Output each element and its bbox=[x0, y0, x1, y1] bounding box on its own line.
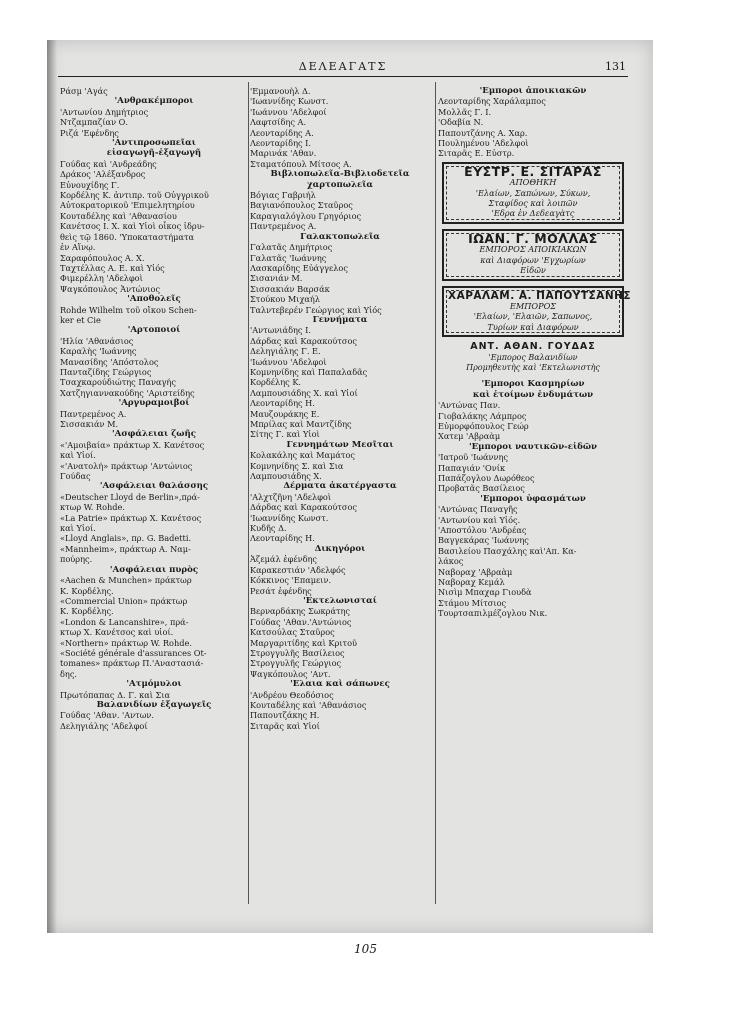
directory-entry: Λασκαρίδης Εὐάγγελος bbox=[250, 262, 348, 273]
directory-entry: Κορδέλης Κ. bbox=[250, 377, 302, 388]
directory-entry: Στάμου Μίτσιος bbox=[438, 597, 507, 608]
directory-entry: Κουταδέλης καὶ 'Αθανάσιος bbox=[250, 699, 367, 710]
directory-entry: tomanes» πράκτωρ Π.'Αναστασιά- bbox=[60, 658, 204, 669]
directory-entry: θεὶς τῷ 1860. 'Υποκαταστήματα bbox=[60, 231, 195, 242]
directory-entry: Ταχτέλλας Α. Ε. καὶ Υἱός bbox=[60, 262, 165, 273]
section-heading: 'Ελαια καὶ σάπωνες bbox=[290, 679, 390, 690]
directory-entry: Χατεμ 'Αβραὰμ bbox=[438, 431, 501, 442]
directory-entry: «Lloyd Anglais», πρ. G. Badetti. bbox=[60, 533, 192, 544]
directory-entry: Βόγιας Γαβριήλ bbox=[250, 190, 316, 201]
directory-entry: Σταματόπουλ Μίτσος Α. bbox=[250, 158, 352, 169]
advert-box bbox=[442, 162, 624, 224]
directory-entry: Ριζά 'Εφένδης bbox=[60, 127, 119, 138]
section-heading: Δικηγόροι bbox=[314, 543, 366, 554]
directory-entry: Ντζαμπαζίαν Ο. bbox=[60, 117, 128, 128]
directory-entry: Σισανιάν Μ. bbox=[250, 273, 303, 284]
directory-entry: Μαρινάκ 'Αθαν. bbox=[250, 148, 317, 159]
directory-entry: Καρακεστιάν 'Αδελφός bbox=[250, 564, 346, 575]
directory-entry: Μπρίλας καὶ Μαντζίδης bbox=[250, 419, 352, 429]
directory-entry: Μολλᾶς Γ. Ι. bbox=[438, 106, 492, 117]
directory-entry: Πουλημένου 'Αδελφοὶ bbox=[438, 138, 529, 149]
directory-entry: Προβατᾶς Βασίλειος bbox=[438, 483, 525, 494]
directory-entry: Παπάζογλου Δωρόθεος bbox=[438, 473, 535, 483]
advert-line: Σταφίδος καὶ λοιπῶν bbox=[488, 198, 578, 209]
column-2 bbox=[250, 86, 430, 731]
section-heading: 'Αργυραμοιβοί bbox=[118, 398, 190, 409]
directory-entry: Γούδας bbox=[60, 471, 91, 482]
advert-line: Εἰδῶν bbox=[520, 265, 546, 276]
directory-entry: Χατζηγιαννακούδης 'Αριστείδης bbox=[60, 387, 195, 398]
advert-line: ΕΜΠΟΡΟΣ bbox=[509, 300, 557, 311]
directory-entry: Σίτης Γ. καὶ Υἱοὶ bbox=[250, 429, 320, 440]
directory-entry: Γαλατᾶς Δημήτριος bbox=[250, 242, 333, 253]
directory-entry: Γούδας καὶ 'Ανδρεάδης bbox=[60, 158, 157, 169]
advert-line: ΑΠΟΘΗΚΗ bbox=[509, 177, 557, 188]
advert-line: 'Εδρα ἐν Δεδεαγὰτς bbox=[491, 208, 575, 219]
directory-entry: Καραγιαλόγλου Γρηγόριος bbox=[250, 210, 362, 221]
directory-entry: Νισὶμ Μπαχαρ Γιουδὰ bbox=[438, 587, 532, 598]
directory-entry: Δράκος 'Αλέξανδρος bbox=[60, 169, 146, 180]
advert-title: ΙΩΑΝ. Γ. ΜΟΛΛΑΣ bbox=[468, 230, 598, 246]
directory-entry: Σιταρᾶς Ε. Εὐστρ. bbox=[438, 148, 515, 159]
directory-entry: Κομνηνίδης Σ. καὶ Σια bbox=[250, 460, 344, 471]
directory-entry: Κόκκινος 'Επαμειν. bbox=[250, 575, 332, 586]
directory-entry: «La Patrie» πράκτωρ Χ. Κανέτσος bbox=[60, 512, 202, 523]
directory-entry: Βαγγεκάρας 'Ιωάννης bbox=[438, 535, 529, 546]
section-heading: 'Ανθρακέμποροι bbox=[114, 96, 194, 107]
section-heading: Δέρματα ἀκατέργαστα bbox=[283, 481, 397, 492]
directory-entry: Δάρδας καὶ Καρακούτσος bbox=[250, 502, 358, 513]
section-heading: 'Εμποροι ὑφασμάτων bbox=[480, 493, 586, 504]
directory-entry: δης. bbox=[60, 668, 78, 679]
directory-entry: 'Αντώνας Παναγῆς bbox=[438, 504, 518, 515]
directory-entry: Μαργαριτίδης καὶ Κριτοῦ bbox=[250, 637, 357, 648]
directory-entry: 'Ηλία 'Αθανάσιος bbox=[60, 335, 134, 346]
directory-entry: Ναβοραχ 'Αβραὰμ bbox=[438, 566, 513, 577]
directory-entry: Παντρεμένος Α. bbox=[60, 408, 127, 419]
section-heading: 'Ασφάλειαι ζωῆς bbox=[112, 429, 196, 440]
advert-plain bbox=[438, 342, 628, 373]
directory-entry: Σισσακιάν Μ. bbox=[60, 419, 119, 429]
directory-entry: Πανταζίδης Γεώργιος bbox=[60, 366, 152, 377]
advert-line: ΕΜΠΟΡΟΣ ΑΠΟΙΚΙΑΚΩΝ bbox=[479, 244, 587, 255]
directory-entry: ἐν Αἴνῳ. bbox=[60, 242, 96, 253]
directory-entry: Παπουτζάνης Α. Χαρ. bbox=[438, 127, 528, 138]
directory-entry: Κορδέλης Κ. ἀντιπρ. τοῦ Οὐγγρικοῦ bbox=[60, 190, 209, 201]
directory-entry: Εὐμορφόπουλος Γεώρ bbox=[438, 420, 529, 431]
section-heading: 'Εκτελωνισταί bbox=[303, 595, 377, 606]
directory-entry: 'Ιατροῦ 'Ιωάννης bbox=[438, 452, 509, 463]
running-head bbox=[58, 60, 628, 77]
directory-entry: Δεληγιάλης 'Αδελφοί bbox=[60, 720, 148, 731]
directory-entry: Λεονταρίδης Η. bbox=[250, 533, 315, 544]
directory-entry: Λεονταρίδης Η. bbox=[250, 398, 315, 409]
directory-entry: 'Αντωνίου καὶ Υἱός. bbox=[438, 514, 521, 525]
directory-entry: Σαραφόπουλος Α. Χ. bbox=[60, 252, 145, 263]
directory-entry: Δάρδας καὶ Καρακούτσος bbox=[250, 335, 358, 346]
directory-entry: 'Αλχτζῆνη 'Αδελφοὶ bbox=[250, 491, 332, 502]
section-heading: Βιβλιοπωλεῖα-Βιβλιοδετεῖα bbox=[270, 169, 410, 180]
directory-entry: Στρογγυλῆς Βασίλειος bbox=[250, 647, 345, 658]
directory-entry: Καραλὴς 'Ιωάννης bbox=[60, 346, 137, 357]
directory-entry: Μαυζουράκης Ε. bbox=[250, 408, 320, 419]
section-heading: 'Εμποροι ἀποικιακῶν bbox=[479, 86, 587, 96]
directory-entry: 'Αντωνιάδης Ι. bbox=[250, 325, 311, 336]
advert-line: Προμηθευτὴς καὶ 'Εκτελωνιστὴς bbox=[466, 362, 600, 372]
directory-entry: καὶ Υἱοί. bbox=[60, 450, 96, 461]
directory-entry: Γούδας 'Αθαν. 'Αντων. bbox=[60, 710, 154, 721]
directory-entry: «London & Lancanshire», πρά- bbox=[60, 616, 189, 627]
directory-entry: Παπαγιάν 'Ονίκ bbox=[438, 462, 506, 473]
advert-line: 'Εμπορος Βαλανιδίων bbox=[488, 352, 578, 362]
section-heading: Γεννήματα bbox=[312, 314, 368, 325]
advert-line: καὶ Διαφόρων 'Εγχωρίων bbox=[480, 254, 586, 265]
advert-box bbox=[442, 286, 632, 338]
section-heading: 'Εμποροι ναυτικῶν-εἰδῶν bbox=[469, 441, 597, 452]
advert-line: 'Ελαίων, 'Ελαιῶν, Σαπωνος, bbox=[473, 311, 593, 322]
section-heading: 'Ασφάλειαι πυρὸς bbox=[109, 564, 199, 575]
directory-entry: Στρογγυλῆς Γεώργιος bbox=[250, 658, 342, 669]
directory-entry: Λαμπουσιάδης Χ. καὶ Υἱοί bbox=[250, 387, 358, 398]
advert-line: 'Ελαίων, Σαπώνων, Σύκων, bbox=[475, 187, 591, 198]
directory-entry: «Commercial Union» πράκτωρ bbox=[60, 595, 188, 606]
directory-entry: «Aachen & Munchen» πράκτωρ bbox=[60, 575, 192, 586]
directory-entry: Μανασίδης 'Απόστολος bbox=[60, 356, 159, 367]
advert-title: ΑΝΤ. ΑΘΑΝ. ΓΟΥΔΑΣ bbox=[470, 341, 596, 353]
directory-entry: Γιοβαλάκης Λάμπρος bbox=[438, 410, 527, 421]
directory-entry: 'Εμμανουὴλ Δ. bbox=[250, 86, 311, 96]
directory-entry: Ναβοραχ Κεμάλ bbox=[438, 577, 505, 588]
directory-entry: Ψαγκόπουλος 'Αντ. bbox=[250, 668, 331, 679]
directory-entry: Βαγιανόπουλος Σταῦρος bbox=[250, 200, 353, 211]
section-heading: εἰσαγωγῆ-ἐξαγωγῆ bbox=[106, 148, 202, 159]
directory-entry: Εὐνουχίδης Γ. bbox=[60, 179, 120, 190]
directory-entry: 'Οδαβία Ν. bbox=[438, 117, 484, 128]
directory-entry: «Mannheim», πράκτωρ Α. Ναμ- bbox=[60, 543, 191, 554]
section-heading: Βαλανιδίων ἐξαγωγεῖς bbox=[96, 699, 212, 710]
directory-entry: Βερναρδάκης Σωκράτης bbox=[250, 606, 351, 617]
page-number: 105 bbox=[354, 942, 377, 956]
directory-entry: Λαφτσίδης Α. bbox=[250, 117, 307, 128]
directory-entry: Παπουτζάκης Η. bbox=[250, 710, 320, 721]
directory-entry: Κομνηνίδης καὶ Παπαλαδᾶς bbox=[250, 366, 368, 377]
directory-entry: Κ. Κορδέλης. bbox=[60, 606, 114, 617]
section-heading: χαρτοπωλεῖα bbox=[307, 179, 373, 190]
directory-entry: Πρωτόπαπας Δ. Γ. καὶ Σια bbox=[60, 689, 171, 700]
directory-entry: «Northern» πράκτωρ W. Rohde. bbox=[60, 637, 192, 648]
directory-entry: Φιμερέλλη 'Αδελφοὶ bbox=[60, 273, 143, 284]
directory-entry: Βασιλείου Πασχάλης καὶ'Απ. Κα- bbox=[438, 545, 577, 556]
running-head-title: ΔΕΛΕΑΓΑΤΣ bbox=[298, 60, 388, 73]
directory-entry: 'Ιωαννίδης Κωνστ. bbox=[250, 96, 329, 107]
directory-entry: κτωρ W. Rohde. bbox=[60, 502, 125, 513]
column-divider bbox=[248, 82, 249, 904]
section-heading: 'Αποθολεῖς bbox=[127, 294, 181, 305]
directory-entry: Κυδῆς Δ. bbox=[250, 523, 287, 534]
directory-entry: Ράσμ 'Αγάς bbox=[60, 86, 108, 96]
section-heading: καὶ ἑτοίμων ἐνδυμάτων bbox=[472, 389, 594, 400]
directory-entry: 'Ιωάννου 'Αδελφοί bbox=[250, 106, 327, 117]
directory-entry: «Deutscher Lloyd de Berlin»,πρά- bbox=[60, 491, 200, 502]
directory-entry: Σισσακιάν Βαρσάκ bbox=[250, 283, 330, 294]
directory-entry: Παντρεμένος Α. bbox=[250, 221, 317, 232]
advert-title: ΧΑΡΑΛΑΜ. Α. ΠΑΠΟΥΤΣΑΝΗΣ bbox=[448, 289, 632, 302]
directory-entry: «Société générale d'assurances Ot- bbox=[60, 647, 207, 658]
directory-entry: Ἀζεμάλ ἐφένδης bbox=[250, 554, 317, 565]
directory-entry: Ψαγκόπουλος Ἀντώνιος bbox=[60, 283, 161, 294]
directory-entry: Λεονταρίδης Ι. bbox=[250, 138, 312, 149]
directory-entry: Δεληγιάλης Γ. Ε. bbox=[250, 346, 321, 357]
directory-entry: λάκος bbox=[438, 556, 464, 567]
directory-entry: Λαμπουσιάδης Χ. bbox=[250, 471, 322, 482]
running-head-page: 131 bbox=[605, 60, 626, 73]
directory-entry: 'Ιωάννου 'Αδελφοὶ bbox=[250, 356, 327, 367]
column-1 bbox=[60, 86, 248, 731]
directory-entry: Στούκου Μιχαήλ bbox=[250, 294, 321, 305]
section-heading: 'Αρτοποιοί bbox=[127, 325, 181, 336]
directory-entry: 'Ανδρέου Θεοδόσιος bbox=[250, 689, 334, 700]
advert-line: Τυρίων καὶ Διαφόρων bbox=[487, 321, 579, 332]
directory-entry: Γαλατᾶς 'Ιωάννης bbox=[250, 252, 327, 263]
section-heading: 'Αντιπροσωπεῖαι bbox=[112, 138, 196, 149]
column-3-top-list bbox=[438, 86, 628, 159]
column-3 bbox=[438, 86, 632, 619]
directory-entry: πούρης. bbox=[60, 554, 93, 565]
column-3-bottom-list bbox=[438, 379, 628, 618]
directory-entry: Κανέτσος Ι. Χ. καὶ Υἱοὶ οἶκος ἱδρυ- bbox=[60, 221, 205, 232]
directory-entry: 'Αντώνας Παν. bbox=[438, 400, 501, 411]
directory-entry: Λεονταρίδης Χαράλαμπος bbox=[438, 96, 546, 107]
advert-box bbox=[442, 229, 624, 281]
directory-entry: Κουταδέλης καὶ 'Αθανασίου bbox=[60, 210, 177, 221]
directory-entry: Σιταρᾶς καὶ Υἱοί bbox=[250, 720, 320, 731]
directory-entry: Ταλντεβερέν Γεώργιος καὶ Υἱός bbox=[250, 304, 382, 315]
directory-entry: Τουρτσαπιλμέζογλου Νικ. bbox=[438, 608, 548, 619]
directory-entry: Λεονταρίδης Α. bbox=[250, 127, 314, 138]
directory-entry: 'Αντωνίου Δημήτριος bbox=[60, 106, 149, 117]
directory-entry: Κ. Κορδέλης. bbox=[60, 585, 114, 596]
advert-title: ΕΥΣΤΡ. Ε. ΣΙΤΑΡΑΣ bbox=[464, 163, 602, 179]
directory-entry: «'Ανατολή» πράκτωρ 'Αντώνιος bbox=[60, 460, 193, 471]
directory-entry: Ρεσάτ ἐφένδης bbox=[250, 585, 312, 596]
directory-entry: Rohde Wilhelm τοῦ οἴκου Schen- bbox=[60, 304, 197, 315]
directory-entry: «'Αμοιβαία» πράκτωρ Χ. Κανέτσος bbox=[60, 439, 205, 450]
directory-entry: κτωρ Χ. Κανέτσος καὶ υἱοί. bbox=[60, 627, 174, 638]
section-heading: 'Ατμόμυλοι bbox=[126, 679, 182, 690]
directory-entry: Γούδας 'Αθαν.'Αντώνιος bbox=[250, 616, 352, 627]
section-heading: Γαλακτοπωλεῖα bbox=[300, 231, 380, 242]
section-heading: 'Ασφάλειαι θαλάσσης bbox=[99, 481, 209, 492]
directory-entry: Τσαχκαρούδιώτης Παναγής bbox=[60, 377, 176, 388]
directory-entry: καὶ Υἱοί. bbox=[60, 523, 96, 534]
directory-entry: ker et Cie bbox=[60, 314, 101, 325]
section-heading: Γεννημάτων Μεσῖται bbox=[286, 439, 394, 450]
directory-entry: 'Ιωαννίδης Κωνστ. bbox=[250, 512, 329, 523]
directory-entry: 'Αποστόλου 'Ανδρέας bbox=[438, 525, 527, 536]
directory-entry: Κατσούλας Σταῦρος bbox=[250, 627, 335, 638]
section-heading: 'Εμποροι Κασμηρίων bbox=[481, 379, 585, 390]
directory-entry: Κολακάλης καὶ Μαμάτος bbox=[250, 450, 355, 461]
column-divider bbox=[435, 82, 436, 904]
directory-entry: Αὐτοκρατορικοῦ 'Επιμελητηρίου bbox=[60, 200, 195, 211]
